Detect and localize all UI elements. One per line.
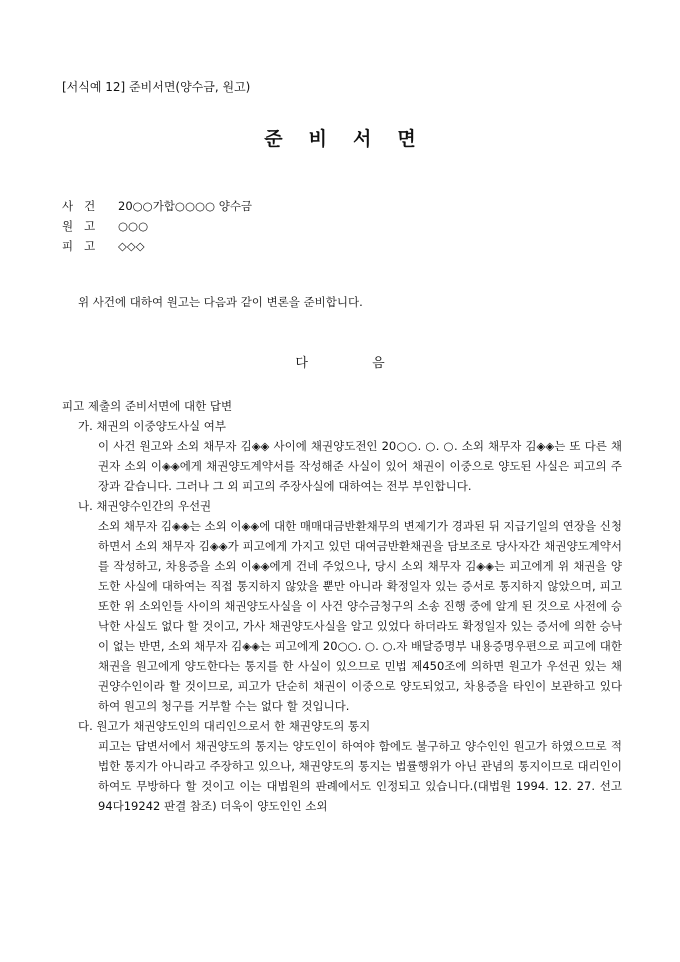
case-row-defendant — [62, 236, 252, 256]
form-label: [서식예 12] 준비서면(양수금, 원고) — [62, 80, 251, 94]
case-info — [62, 196, 252, 256]
center-heading: 다 음 — [295, 356, 385, 371]
section-title-ga: 가. 채권의 이중양도사실 여부 — [78, 419, 226, 433]
case-label: 사건 — [62, 199, 107, 213]
case-value: 20○○가합○○○○ 양수금 — [118, 199, 253, 213]
defendant-label: 피고 — [62, 239, 107, 253]
plaintiff-value: ○○○ — [118, 219, 149, 233]
body-text — [62, 396, 622, 816]
section-text-da: 피고는 답변서에서 채권양도의 통지는 양도인이 하여야 함에도 불구하고 양수인인 원고가 하였으므로 적법한 통지가 아니라고 주장하고 있으나, 채권양도의 통지는 법률행위가 아닌 관념의 통지이므로 대리인이 하여도 무방하다 할 것이고 이는 대법원의 판례에서도 인정되고 있습니다.(대법원 1994. 12. 27. 선고 94다19242 판결 참조) 더욱이 양도인인 소외 — [98, 739, 622, 813]
defendant-value: ◇◇◇ — [118, 239, 145, 253]
answer-heading: 피고 제출의 준비서면에 대한 답변 — [62, 399, 233, 413]
section-title-na: 나. 채권양수인간의 우선권 — [78, 499, 212, 513]
document-title: 준비서면 — [264, 128, 442, 150]
plaintiff-label: 원고 — [62, 219, 107, 233]
intro-text: 위 사건에 대하여 원고는 다음과 같이 변론을 준비합니다. — [78, 295, 363, 309]
section-text-ga: 이 사건 원고와 소외 채무자 김◈◈ 사이에 채권양도전인 20○○. ○. ○. 소외 채무자 김◈◈는 또 다른 채권자 소외 이◈◈에게 채권양도계약서를 작성해준 사실이 있어 채권이 이중으로 양도된 사실은 피고의 주장과 같습니다. 그러나 그 외 피고의 주장사실에 대하여는 전부 부인합니다. — [98, 439, 622, 493]
case-row-plaintiff — [62, 216, 252, 236]
section-text-na: 소외 채무자 김◈◈는 소외 이◈◈에 대한 매매대금반환채무의 변제기가 경과된 뒤 지급기일의 연장을 신청하면서 소외 채무자 김◈◈가 피고에게 가지고 있던 대여금반환채권을 담보조로 당사자간 채권양도계약서를 작성하고, 차용증을 소외 이◈◈에게 건네 주었으나, 당시 소외 채무자 김◈◈는 피고에게 위 채권을 양도한 사실에 대하여는 직접 통지하지 않았을 뿐만 아니라 확정일자 있는 증서로 통지하지 않았으며, 피고 또한 위 소외인들 사이의 채권양도사실을 이 사건 양수금청구의 소송 진행 중에 알게 된 것으로 사전에 승낙한 사실도 없다 할 것이고, 가사 채권양도사실을 알고 있었다 하더라도 확정일자 있는 증서에 의한 승낙이 없는 반면, 소외 채무자 김◈◈는 피고에게 20○○. ○. ○.자 배달증명부 내용증명우편으로 피고에 대한 채권을 원고에게 양도한다는 통지를 한 사실이 있으므로 민법 제450조에 의하면 원고가 우선권 있는 채권양수인이라 할 것이므로, 피고가 단순히 채권이 이중으로 양도되었고, 차용증을 타인이 보관하고 있다하여 원고의 청구를 거부할 수는 없다 할 것입니다. — [98, 519, 622, 713]
case-row-case — [62, 196, 252, 216]
section-title-da: 다. 원고가 채권양도인의 대리인으로서 한 채권양도의 통지 — [78, 719, 371, 733]
